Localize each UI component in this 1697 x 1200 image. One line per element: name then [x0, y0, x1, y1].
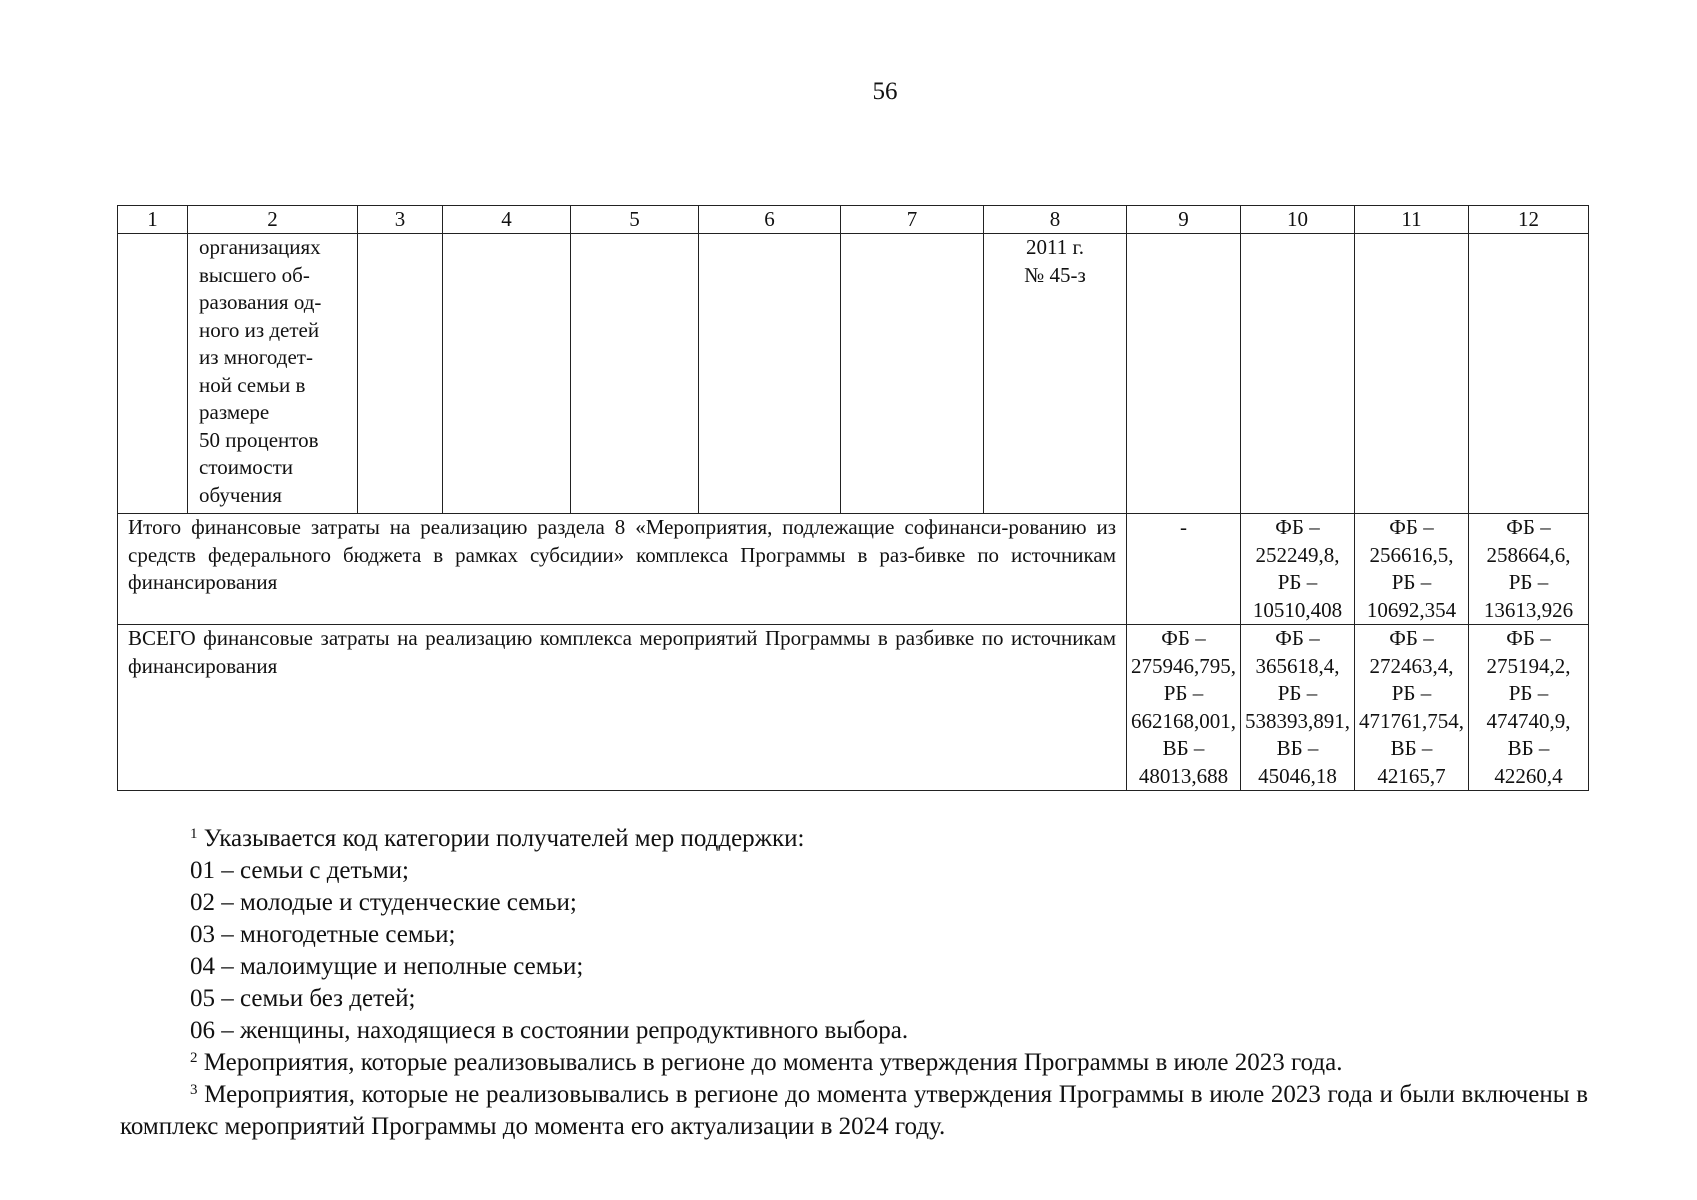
cell-empty — [358, 234, 443, 514]
cell-line: высшего об- — [199, 262, 310, 287]
cell-line: 471761,754, — [1359, 708, 1464, 733]
footnotes — [120, 823, 1588, 1143]
cell-line: РБ – — [1508, 681, 1549, 705]
grand-total-col10-cell — [1241, 625, 1355, 791]
cell-line: стоимости — [199, 455, 294, 479]
cell-line: ного из детей — [199, 317, 320, 342]
measure-description-cell — [188, 234, 358, 514]
footnote-text: Мероприятия, которые не реализовывались в регионе до момента утверждения Программы в июле 2023 года и были включены в комплекс мероприятий Программы до момента его актуализации в 2024 году. — [120, 1081, 1588, 1140]
budget-table — [117, 205, 1589, 791]
grand-total-row — [118, 625, 1589, 791]
cell-line: 10692,354 — [1366, 597, 1457, 622]
table-header-row — [118, 206, 1589, 234]
cell-line: 48013,688 — [1138, 763, 1229, 788]
cell-empty — [841, 234, 984, 514]
cell-empty — [1127, 234, 1241, 514]
cell-line: 10510,408 — [1252, 597, 1343, 622]
cell-line: организациях — [199, 235, 321, 259]
grand-total-col11-cell — [1355, 625, 1469, 791]
cell-line: 256616,5, — [1369, 542, 1454, 567]
cell-line: ной семьи в — [199, 372, 306, 397]
column-number-12: 12 — [1469, 206, 1589, 234]
total-label-cell: Итого финансовые затраты на реализацию раздела 8 «Мероприятия, подлежащие софинанси-рованию из средств федерального бюджета в рамках субсидии» комплекса Программы в раз-бивке по источникам финансирования — [118, 514, 1127, 625]
footnote-text: Указывается код категории получателей мер поддержки: — [197, 825, 805, 852]
column-number-3: 3 — [358, 206, 443, 234]
cell-line: размере — [199, 400, 270, 424]
category-code-item: 01 – семьи с детьми; — [190, 857, 409, 884]
cell-line: разования од- — [199, 290, 322, 314]
grand-total-label-cell: ВСЕГО финансовые затраты на реализацию комплекса мероприятий Программы в разбивке по источникам финансирования — [118, 625, 1127, 791]
footnote-1 — [120, 823, 1588, 855]
cell-line: 50 процентов — [199, 427, 319, 452]
grand-total-col9-cell — [1127, 625, 1241, 791]
cell-line: ФБ – — [1506, 515, 1551, 539]
column-number-7: 7 — [841, 206, 984, 234]
cell-empty — [571, 234, 699, 514]
category-code-item: 03 – многодетные семьи; — [190, 921, 456, 948]
cell-line: ФБ – — [1389, 626, 1434, 650]
cell-line: РБ – — [1391, 681, 1432, 705]
cell-line: ВБ – — [1276, 736, 1319, 760]
cell-line: РБ – — [1391, 570, 1432, 594]
cell-line: 258664,6, — [1486, 542, 1571, 567]
cell-line: 272463,4, — [1369, 653, 1454, 678]
cell-line: РБ – — [1277, 570, 1318, 594]
cell-line: ФБ – — [1275, 626, 1320, 650]
category-code-item: 04 – малоимущие и неполные семьи; — [190, 953, 584, 980]
grand-total-col12-cell — [1469, 625, 1589, 791]
footnote-mark: 1 — [190, 826, 198, 842]
category-code-item: 05 – семьи без детей; — [190, 985, 416, 1012]
cell-line: ФБ – — [1389, 515, 1434, 539]
total-col12-cell — [1469, 514, 1589, 625]
footnote-3 — [120, 1079, 1588, 1143]
column-number-10: 10 — [1241, 206, 1355, 234]
cell-line: 42260,4 — [1494, 763, 1563, 788]
cell-line: 252249,8, — [1255, 542, 1340, 567]
column-number-1: 1 — [118, 206, 188, 234]
legal-act-cell — [984, 234, 1127, 514]
total-row — [118, 514, 1589, 625]
cell-line: 45046,18 — [1258, 763, 1337, 788]
cell-empty — [118, 234, 188, 514]
total-col10-cell — [1241, 514, 1355, 625]
cell-line: ФБ – — [1275, 515, 1320, 539]
cell-line: 365618,4, — [1255, 653, 1340, 678]
cell-empty — [1241, 234, 1355, 514]
cell-line: № 45-з — [1024, 262, 1086, 287]
cell-line: ФБ – — [1161, 626, 1206, 650]
total-col11-cell — [1355, 514, 1469, 625]
total-col9-cell: - — [1127, 514, 1241, 625]
footnote-text: Мероприятия, которые реализовывались в регионе до момента утверждения Программы в июле 2023 года. — [197, 1049, 1343, 1076]
column-number-5: 5 — [571, 206, 699, 234]
footnote-mark: 3 — [190, 1082, 198, 1098]
cell-line: 275194,2, — [1486, 653, 1571, 678]
column-number-2: 2 — [188, 206, 358, 234]
cell-line: ВБ – — [1507, 736, 1550, 760]
column-number-8: 8 — [984, 206, 1127, 234]
cell-line: обучения — [199, 482, 282, 507]
cell-line: ВБ – — [1162, 736, 1205, 760]
category-code-item: 06 – женщины, находящиеся в состоянии репродуктивного выбора. — [190, 1017, 909, 1044]
cell-line: 662168,001, — [1131, 708, 1236, 733]
cell-line: из многодет- — [199, 345, 313, 369]
cell-empty — [699, 234, 841, 514]
cell-line: РБ – — [1277, 681, 1318, 705]
cell-empty — [443, 234, 571, 514]
category-code-item: 02 – молодые и студенческие семьи; — [190, 889, 577, 916]
cell-empty — [1469, 234, 1589, 514]
cell-empty — [1355, 234, 1469, 514]
column-number-6: 6 — [699, 206, 841, 234]
cell-line: 13613,926 — [1483, 597, 1574, 622]
cell-line: 2011 г. — [1026, 235, 1084, 259]
cell-line: ВБ – — [1390, 736, 1433, 760]
cell-line: РБ – — [1508, 570, 1549, 594]
page-number: 56 — [872, 78, 898, 105]
column-number-11: 11 — [1355, 206, 1469, 234]
footnote-2 — [120, 1047, 1588, 1079]
footnote-mark: 2 — [190, 1050, 198, 1066]
cell-line: 42165,7 — [1377, 763, 1446, 788]
cell-line: 275946,795, — [1131, 653, 1236, 678]
cell-line: 538393,891, — [1245, 708, 1350, 733]
cell-line: РБ – — [1163, 681, 1204, 705]
cell-line: 474740,9, — [1486, 708, 1571, 733]
column-number-4: 4 — [443, 206, 571, 234]
table-row — [118, 234, 1589, 514]
cell-line: ФБ – — [1506, 626, 1551, 650]
column-number-9: 9 — [1127, 206, 1241, 234]
